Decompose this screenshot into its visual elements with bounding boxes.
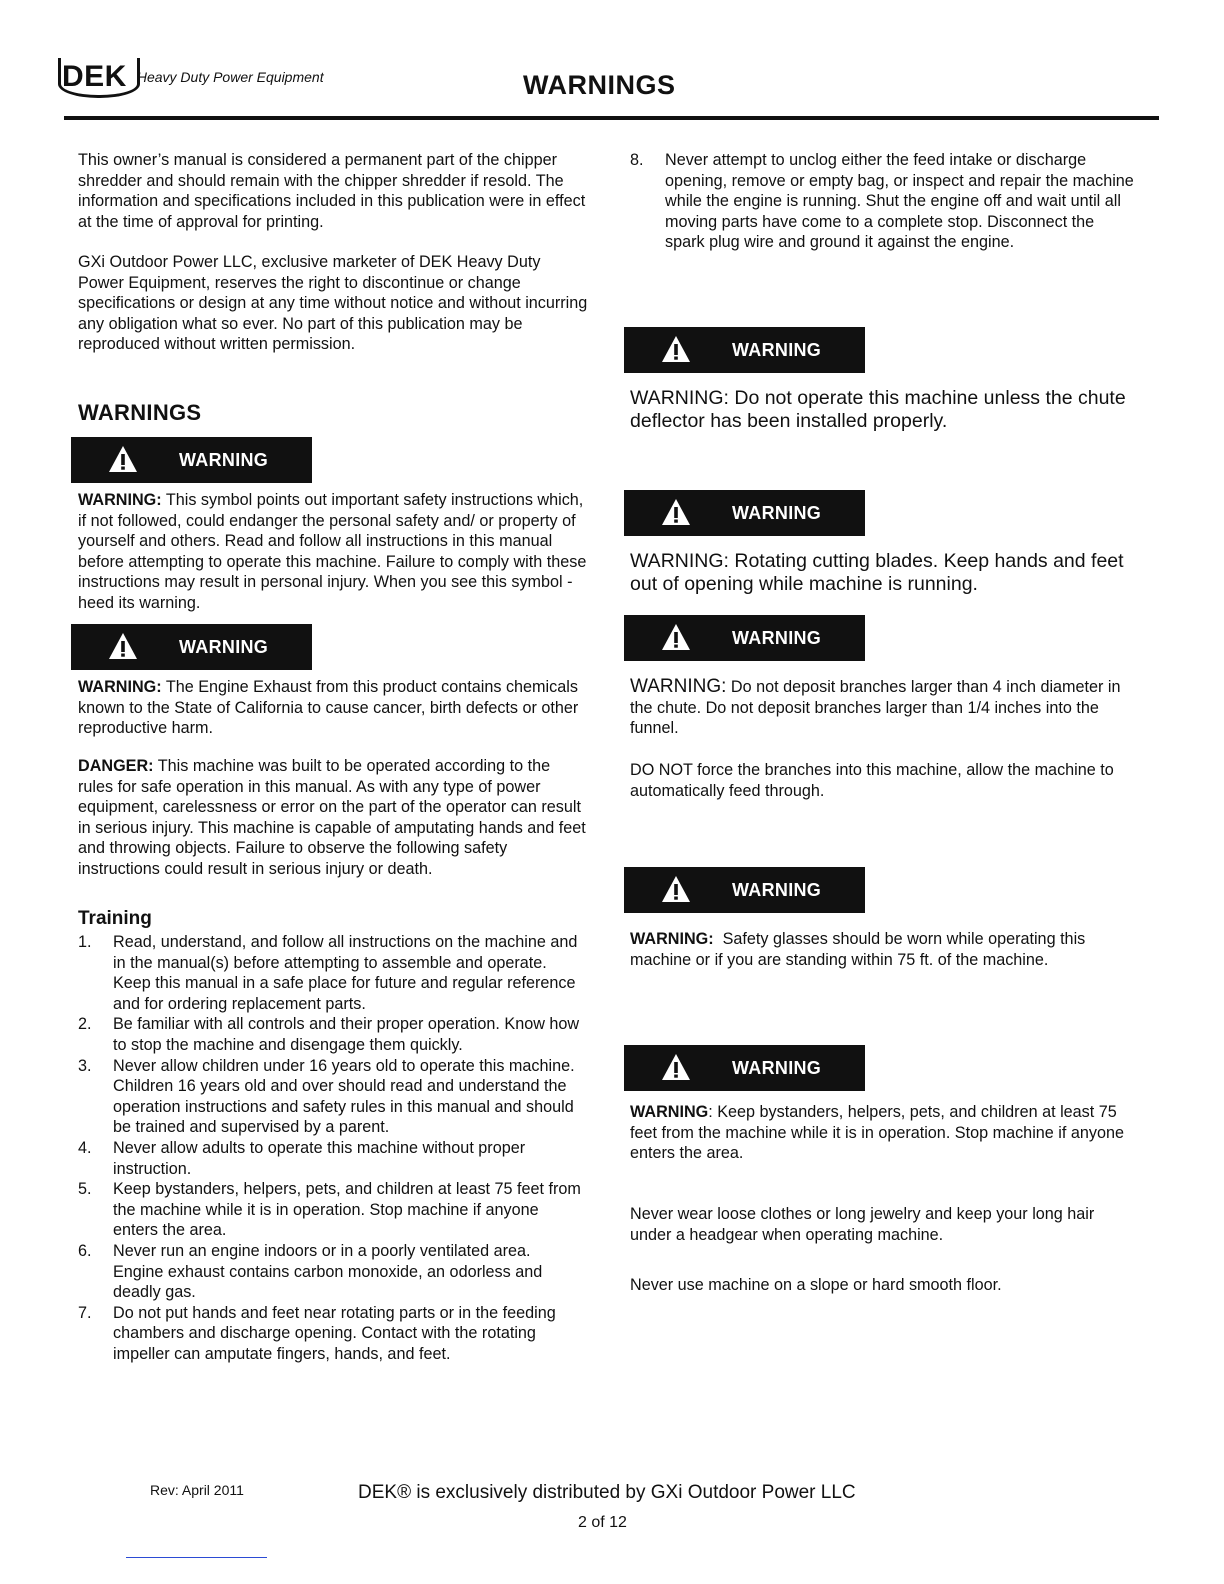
- warning-triangle-icon: [108, 445, 138, 473]
- chute-deflector-warning: WARNING: Do not operate this machine unless the chute deflector has been installed properly.: [630, 387, 1126, 432]
- exhaust-warning-paragraph: [78, 677, 588, 739]
- warning-symbol-paragraph: [78, 490, 588, 614]
- warning-banner: [71, 437, 312, 483]
- warning-label: WARNING:: [630, 676, 727, 697]
- page-title: WARNINGS: [523, 70, 676, 100]
- warning-label: WARNING: [630, 1103, 709, 1121]
- item-number: 8.: [630, 151, 644, 169]
- warning-banner: [624, 867, 865, 913]
- distribution-note: DEK® is exclusively distributed by GXi Outdoor Power LLC: [358, 1482, 856, 1503]
- item-text: Read, understand, and follow all instructions on the machine and in the manual(s) before attempting to assemble and operate. Keep this manual in a safe place for future and regular reference and for ordering replacement parts.: [113, 933, 578, 1013]
- intro-text-1: This owner’s manual is considered a permanent part of the chipper shredder and should remain with the chipper shredder if resold. The information and specifications included in this publication were in effect at the time of approval for printing.: [78, 151, 586, 231]
- warning-text: This symbol points out important safety instructions which, if not followed, could endanger the personal safety and/ or property of yourself and others. Read and follow all instructions in this manual before attempting to operate this machine. Failure to comply with these instructions may result in personal injury. When you see this symbol - heed its warning.: [78, 491, 587, 612]
- item-text: Never allow adults to operate this machine without proper instruction.: [113, 1138, 526, 1178]
- warning-triangle-icon: [661, 1053, 691, 1081]
- warning-banner-label: WARNING: [179, 637, 269, 657]
- warning-text: Safety glasses should be worn while operating this machine or if you are standing within 75 ft. of the machine.: [630, 930, 1086, 969]
- list-item: [78, 1014, 583, 1055]
- list-item: [78, 932, 583, 1014]
- section-title: WARNINGS: [78, 400, 202, 425]
- training-list: [78, 932, 583, 1364]
- item-number: 1.: [78, 933, 92, 951]
- warning-label: WARNING:: [78, 678, 162, 696]
- intro-text-2: GXi Outdoor Power LLC, exclusive marketer of DEK Heavy Duty Power Equipment, reserves the right to discontinue or change specifications or design at any time without notice and without incurring any obligation what so ever. No part of this publication may be reproduced without written permission.: [78, 253, 588, 354]
- warning-banner-label: WARNING: [732, 340, 822, 360]
- item-number: 6.: [78, 1241, 92, 1260]
- warning-label: WARNING:: [78, 491, 162, 509]
- warning-triangle-icon: [661, 335, 691, 363]
- slope-note: Never use machine on a slope or hard smooth floor.: [630, 1276, 1002, 1294]
- warning-banner: [71, 624, 312, 670]
- warning-triangle-icon: [661, 623, 691, 651]
- item-text: Never attempt to unclog either the feed intake or discharge opening, remove or empty bag, or inspect and repair the machine while the engine is running. Shut the engine off and wait until all moving parts have come to a complete stop. Disconnect the spark plug wire and ground it against the engine.: [665, 151, 1134, 252]
- footer-link-underline: [126, 1557, 267, 1558]
- list-item: [78, 1056, 583, 1138]
- danger-text: This machine was built to be operated according to the rules for safe operation in this manual. As with any type of power equipment, carelessness or error on the part of the operator can result in serious injury. This machine is capable of amputating hands and feet and throwing objects. Failure to observe the following safety instructions could result in serious injury or death.: [78, 757, 586, 878]
- dek-logo: [62, 62, 127, 92]
- warning-banner: [624, 1045, 865, 1091]
- training-title: Training: [78, 908, 152, 929]
- warning-banner: [624, 490, 865, 536]
- list-item: [78, 1179, 583, 1241]
- force-branches-note: DO NOT force the branches into this machine, allow the machine to automatically feed through.: [630, 761, 1114, 800]
- warning-banner: [624, 327, 865, 373]
- logo-text: DEK: [62, 60, 127, 93]
- item-8: [630, 150, 1135, 253]
- branch-size-warning: [630, 677, 1135, 739]
- warning-banner: [624, 615, 865, 661]
- danger-paragraph: [78, 756, 588, 880]
- item-text: Keep bystanders, helpers, pets, and children at least 75 feet from the machine while it is in operation. Stop machine if anyone enters the area.: [113, 1180, 581, 1240]
- page-number: 2 of 12: [578, 1514, 627, 1531]
- item-text: Do not put hands and feet near rotating parts or in the feeding chambers and discharge opening. Contact with the rotating impeller can amputate fingers, hands, and feet.: [113, 1303, 556, 1363]
- intro-paragraph-2: [78, 252, 588, 355]
- warning-text: : Keep bystanders, helpers, pets, and children at least 75 feet from the machine while it is in operation. Stop machine if anyone enters the area.: [630, 1103, 1124, 1163]
- item-number: 2.: [78, 1015, 92, 1034]
- warning-banner-label: WARNING: [179, 450, 269, 470]
- warning-label: WARNING:: [630, 930, 714, 948]
- warning-text: Do not deposit branches larger than 4 inch diameter in the chute. Do not deposit branches larger than 1/4 inches into the funnel.: [630, 678, 1121, 738]
- header-rule: [64, 116, 1159, 120]
- item-number: 7.: [78, 1303, 92, 1322]
- item-text: Never allow children under 16 years old to operate this machine. Children 16 years old and over should read and understand the operation instructions and safety rules in this manual and should be trained and supervised by a parent.: [113, 1056, 575, 1137]
- warning-banner-label: WARNING: [732, 880, 822, 900]
- blades-warning: WARNING: Rotating cutting blades. Keep hands and feet out of opening while machine is running.: [630, 550, 1124, 595]
- bystanders-warning: [630, 1102, 1135, 1164]
- brand-logo: [62, 62, 324, 92]
- item-text: Never run an engine indoors or in a poorly ventilated area. Engine exhaust contains carbon monoxide, an odorless and deadly gas.: [113, 1241, 543, 1302]
- warning-banner-label: WARNING: [732, 628, 822, 648]
- item-number: 3.: [78, 1056, 92, 1075]
- item-number: 4.: [78, 1138, 92, 1157]
- warning-triangle-icon: [108, 632, 138, 660]
- safety-glasses-warning: [630, 929, 1135, 970]
- list-item: [78, 1138, 583, 1179]
- item-text: Be familiar with all controls and their proper operation. Know how to stop the machine and disengage them quickly.: [113, 1015, 580, 1054]
- list-item: [78, 1303, 583, 1365]
- list-item: [630, 150, 1135, 253]
- warning-banner-label: WARNING: [732, 503, 822, 523]
- warning-banner-label: WARNING: [732, 1058, 822, 1078]
- logo-swoosh: [58, 58, 140, 98]
- warning-text: The Engine Exhaust from this product contains chemicals known to the State of California to cause cancer, birth defects or other reproductive harm.: [78, 678, 579, 738]
- revision-date: Rev: April 2011: [150, 1482, 244, 1498]
- list-item: [78, 1241, 583, 1303]
- warning-triangle-icon: [661, 875, 691, 903]
- clothing-note: Never wear loose clothes or long jewelry and keep your long hair under a headgear when operating machine.: [630, 1205, 1095, 1244]
- warning-triangle-icon: [661, 498, 691, 526]
- logo-tagline: Heavy Duty Power Equipment: [136, 69, 324, 85]
- danger-label: DANGER:: [78, 757, 154, 775]
- intro-paragraph-1: [78, 150, 588, 232]
- item-number: 5.: [78, 1180, 92, 1199]
